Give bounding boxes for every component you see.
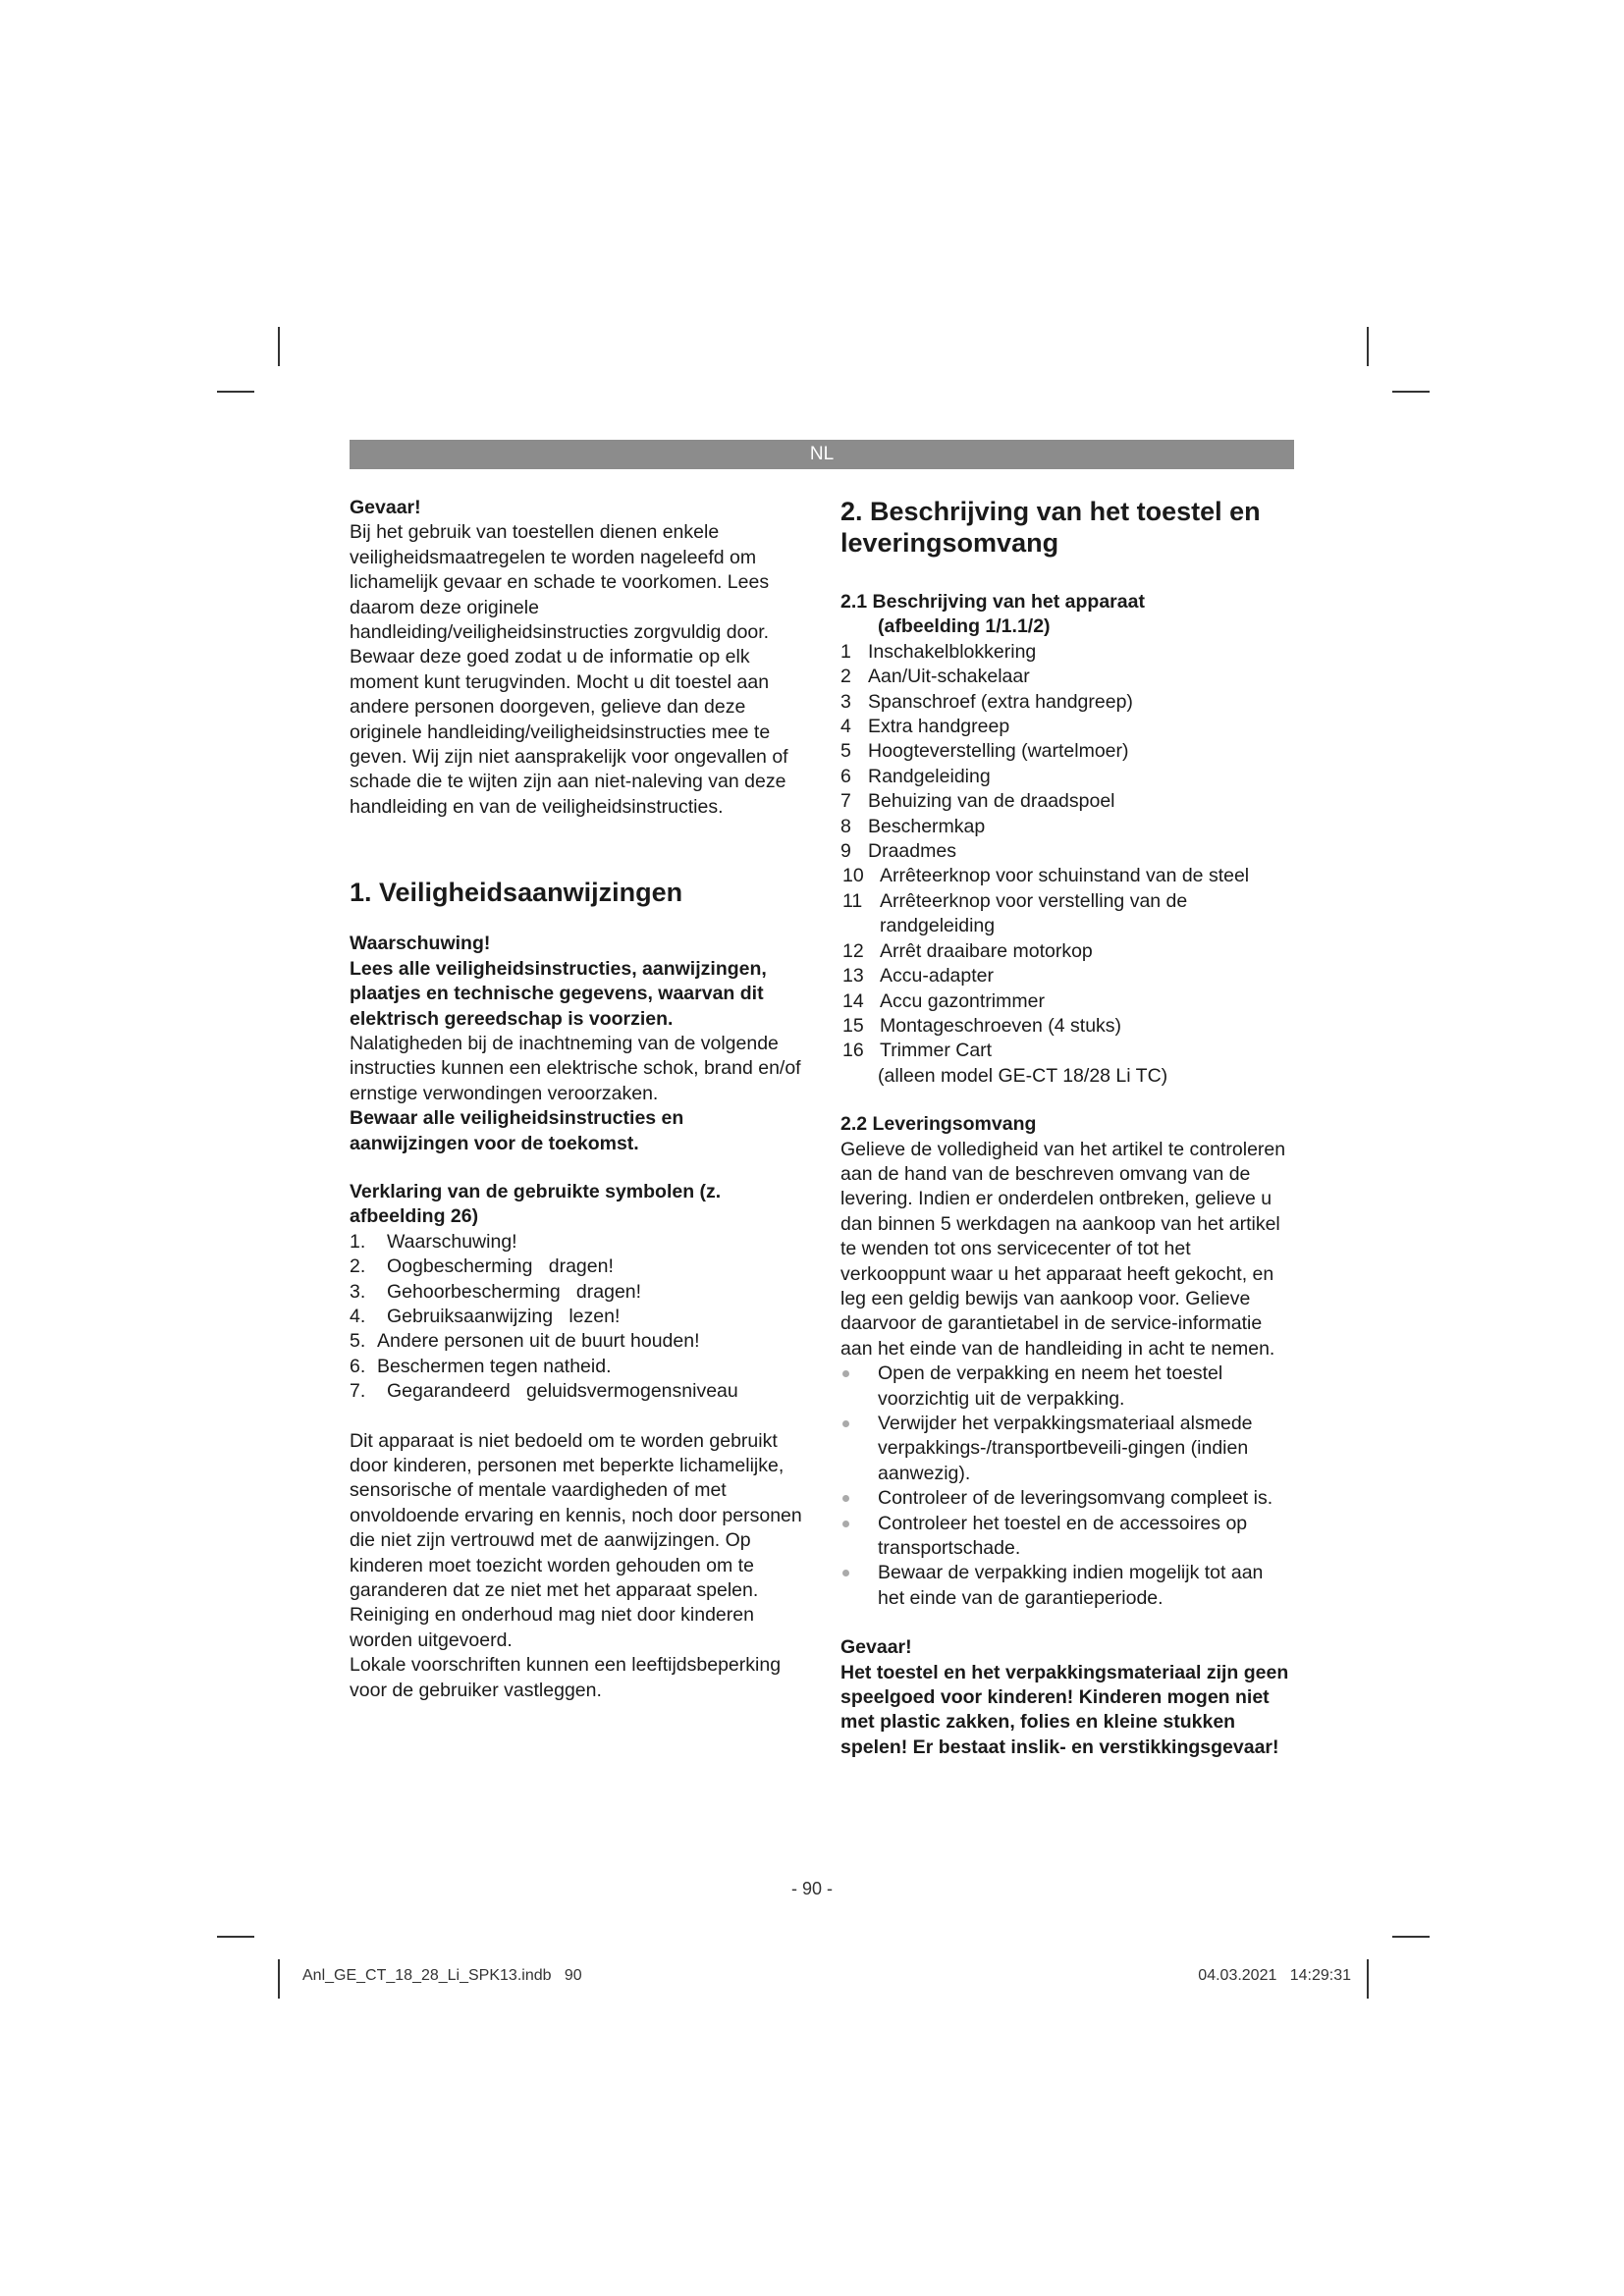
crop-mark-top-left-v	[278, 327, 280, 366]
part-item: 1 Inschakelblokkering	[840, 640, 1037, 663]
parts-list-2	[840, 864, 1294, 1063]
bullet-item: Bewaar de verpakking indien mogelijk tot aan het einde van de garantieperiode.	[840, 1561, 1294, 1611]
warning-bold-text: Lees alle veiligheidsinstructies, aanwijzingen, plaatjes en technische gegevens, waarvan dit elektrisch gereedschap is voorzien.	[350, 957, 767, 1030]
crop-mark-bottom-right-h	[1392, 1936, 1430, 1938]
crop-mark-top-left-h	[217, 391, 254, 393]
crop-mark-bottom-left-h	[217, 1936, 254, 1938]
part-item: 2 Aan/Uit-schakelaar	[840, 666, 1030, 688]
symbol-item: 4. Gebruiksaanwijzing lezen!	[350, 1305, 621, 1327]
local-regulations-paragraph: Lokale voorschriften kunnen een leeftijdsbeperking voor de gebruiker vastleggen.	[350, 1654, 782, 1701]
subsection-2-1-reference: (afbeelding 1/1.1/2)	[878, 615, 1051, 638]
part-item: 16 Trimmer Cart	[842, 1040, 993, 1062]
danger-heading-2: Gevaar!	[840, 1636, 912, 1659]
part-item: 7 Behuizing van de draadspoel	[840, 790, 1115, 813]
symbol-item: 1. Waarschuwing!	[350, 1230, 517, 1253]
page-number: - 90 -	[790, 1879, 833, 1898]
part-item: 8 Beschermkap	[840, 815, 986, 837]
part-item: 14 Accu gazontrimmer	[842, 989, 1045, 1012]
section-1-heading: 1. Veiligheidsaanwijzingen	[350, 878, 683, 908]
parts-list	[840, 640, 1294, 865]
file-name: Anl_GE_CT_18_28_Li_SPK13.indb 90	[302, 1967, 582, 1984]
subsection-2-1-heading: 2.1 Beschrijving van het apparaat	[840, 591, 1145, 613]
section-2-heading: 2. Beschrijving van het toestel en leveringsomvang	[840, 497, 1261, 558]
part-item: 6 Randgeleiding	[840, 765, 991, 787]
symbols-heading: Verklaring van de gebruikte symbolen (z. afbeelding 26)	[350, 1180, 722, 1228]
warning-heading: Waarschuwing!	[350, 933, 491, 955]
part-item: 13 Accu-adapter	[842, 965, 994, 988]
warning-bold-text-2: Bewaar alle veiligheidsinstructies en aanwijzingen voor de toekomst.	[350, 1107, 684, 1154]
part-16-note: (alleen model GE-CT 18/28 Li TC)	[878, 1064, 1168, 1087]
subsection-2-2-heading: 2.2 Leveringsomvang	[840, 1113, 1037, 1136]
part-item: 15 Montageschroeven (4 stuks)	[842, 1014, 1122, 1037]
part-item: 10 Arrêteerknop voor schuinstand van de steel	[842, 865, 1250, 887]
right-column	[840, 496, 1294, 1760]
part-item: 9 Draadmes	[840, 840, 956, 863]
symbol-item: 6. Beschermen tegen natheid.	[350, 1355, 612, 1377]
part-item: 5 Hoogteverstelling (wartelmoer)	[840, 740, 1129, 763]
symbol-item: 3. Gehoorbescherming dragen!	[350, 1280, 642, 1303]
delivery-paragraph: Gelieve de volledigheid van het artikel te controleren aan de hand van de beschreven omvang van de levering. Indien er onderdelen ontbreken, gelieve u dan binnen 5 werkdagen na aankoop van het artikel te wenden tot ons servicecenter of tot het verkooppunt waar u het apparaat heeft gekocht, en leg een geldig bewijs van aankoop voor. Gelieve daarvoor de garantietabel in de service-informatie aan het einde van de handleiding in acht te nemen.	[840, 1138, 1286, 1360]
bullet-item: Verwijder het verpakkingsmateriaal alsmede verpakkings-/transportbeveili-gingen (indien aanwezig).	[840, 1412, 1294, 1486]
language-label: NL	[809, 444, 835, 464]
timestamp: 04.03.2021 14:29:31	[1198, 1967, 1351, 1984]
bullet-item: Controleer of de leveringsomvang compleet is.	[840, 1486, 1294, 1511]
danger-paragraph: Bij het gebruik van toestellen dienen enkele veiligheidsmaatregelen te worden nageleefd om lichamelijk gevaar en schade te voorkomen. Lees daarom deze originele handleiding/veiligheidsinstructies zorgvuldig door. Bewaar deze goed zodat u de informatie op elk moment kunt terugvinden. Mocht u dit toestel aan andere personen doorgeven, gelieve dan deze originele handleiding/veiligheidsinstructies mee te geven. Wij zijn niet aansprakelijk voor ongevallen of schade die te wijten zijn aan niet-naleving van deze handleiding en van de veiligheidsinstructies.	[350, 521, 788, 818]
symbol-item: 7. Gegarandeerd geluidsvermogensniveau	[350, 1380, 738, 1403]
part-item: 3 Spanschroef (extra handgreep)	[840, 690, 1133, 713]
crop-mark-bottom-left-v	[278, 1959, 280, 1999]
crop-mark-top-right-h	[1392, 391, 1430, 393]
children-paragraph: Dit apparaat is niet bedoeld om te worden gebruikt door kinderen, personen met beperkte lichamelijke, sensorische of mentale vaardigheden of met onvoldoende ervaring en kennis, noch door personen die niet zijn vertrouwd met de aanwijzingen. Op kinderen moet toezicht worden gehouden om te garanderen dat ze niet met het apparaat spelen. Reiniging en onderhoud mag niet door kinderen worden uitgevoerd.	[350, 1429, 802, 1651]
danger-heading: Gevaar!	[350, 497, 421, 518]
part-item: 11 Arrêteerknop voor verstelling van de randgeleiding	[842, 889, 1188, 937]
part-item: 12 Arrêt draaibare motorkop	[842, 939, 1093, 962]
crop-mark-top-right-v	[1367, 327, 1369, 366]
danger-bold-text: Het toestel en het verpakkingsmateriaal zijn geen speelgoed voor kinderen! Kinderen mogen niet met plastic zakken, folies en kleine stukken spelen! Er bestaat inslik- en verstikkingsgevaar!	[840, 1661, 1289, 1758]
symbol-item: 2. Oogbescherming dragen!	[350, 1255, 614, 1278]
part-item: 4 Extra handgreep	[840, 716, 1010, 738]
language-header-bar	[350, 440, 1294, 469]
symbol-item: 5. Andere personen uit de buurt houden!	[350, 1330, 700, 1353]
symbols-list	[350, 1230, 803, 1405]
left-column	[350, 496, 803, 1703]
bullet-item: Open de verpakking en neem het toestel voorzichtig uit de verpakking.	[840, 1362, 1294, 1412]
crop-mark-bottom-right-v	[1367, 1959, 1369, 1999]
unpacking-bullets	[840, 1362, 1294, 1611]
warning-text: Nalatigheden bij de inachtneming van de volgende instructies kunnen een elektrische schok, brand en/of ernstige verwondingen veroorzaken.	[350, 1032, 801, 1104]
bullet-item: Controleer het toestel en de accessoires op transportschade.	[840, 1512, 1294, 1562]
